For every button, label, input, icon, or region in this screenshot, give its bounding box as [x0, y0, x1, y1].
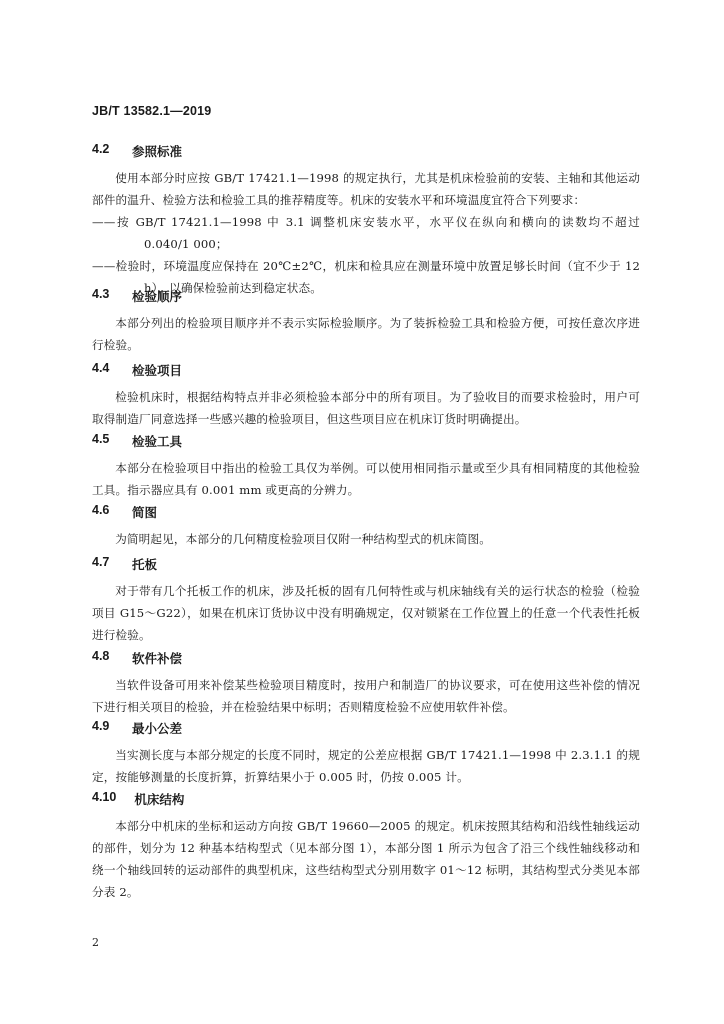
section-number: 4.10	[92, 790, 117, 804]
section-heading	[92, 503, 640, 521]
section-heading	[92, 287, 640, 305]
section-heading	[92, 432, 640, 450]
page-number: 2	[92, 936, 99, 949]
section-title: 检验顺序	[132, 290, 183, 304]
section-4-3	[92, 287, 640, 356]
section-title: 检验工具	[132, 435, 183, 449]
section-number: 4.3	[92, 287, 110, 301]
section-paragraph: 当软件设备可用来补偿某些检验项目精度时，按用户和制造厂的协议要求，可在使用这些补偿的情况下进行相关项目的检验，并在检验结果中标明；否则精度检验不应使用软件补偿。	[92, 678, 640, 714]
section-number: 4.5	[92, 432, 110, 446]
section-title: 检验项目	[132, 364, 183, 378]
document-code: JB/T 13582.1—2019	[92, 104, 212, 118]
section-4-9	[92, 719, 640, 788]
dash-item: ——按 GB/T 17421.1—1998 中 3.1 调整机床安装水平，水平仪在纵向和横向的读数均不超过 0.040/1 000；	[92, 215, 640, 251]
section-title: 最小公差	[132, 722, 183, 736]
section-heading	[92, 142, 640, 160]
section-number: 4.4	[92, 361, 110, 375]
section-title: 软件补偿	[132, 652, 183, 666]
section-heading	[92, 790, 640, 808]
section-number: 4.6	[92, 503, 110, 517]
section-number: 4.9	[92, 719, 110, 733]
section-paragraph: 检验机床时，根据结构特点并非必须检验本部分中的所有项目。为了验收目的而要求检验时，用户可取得制造厂同意选择一些感兴趣的检验项目，但这些项目应在机床订货时明确提出。	[92, 390, 640, 426]
dash-item: ——检验时，环境温度应保持在 20℃±2℃，机床和检具应在测量环境中放置足够长时间（宜不少于 12 h），以确保检验前达到稳定状态。	[92, 259, 640, 295]
section-4-10	[92, 790, 640, 903]
section-paragraph: 当实测长度与本部分规定的长度不同时，规定的公差应根据 GB/T 17421.1—1998 中 2.3.1.1 的规定，按能够测量的长度折算，折算结果小于 0.005 时，仍按 0.005 计。	[92, 748, 640, 784]
section-paragraph: 本部分中机床的坐标和运动方向按 GB/T 19660—2005 的规定。机床按照其结构和沿线性轴线运动的部件，划分为 12 种基本结构型式（见本部分图 1），本部分图 1 所示为包含了沿三个线性轴线移动和绕一个轴线回转的运动部件的典型机床，这些结构型式分别用数字 01～12 标明，其结构型式分类见本部分表 2。	[92, 819, 640, 899]
section-paragraph: 本部分列出的检验项目顺序并不表示实际检验顺序。为了装拆检验工具和检验方便，可按任意次序进行检验。	[92, 316, 640, 352]
section-title: 简图	[132, 506, 158, 520]
section-paragraph: 对于带有几个托板工作的机床，涉及托板的固有几何特性或与机床轴线有关的运行状态的检验（检验项目 G15～G22），如果在机床订货协议中没有明确规定，仅对锁紧在工作位置上的任意一个代表性托板进行检验。	[92, 584, 640, 642]
section-number: 4.7	[92, 555, 110, 569]
section-4-6	[92, 503, 640, 550]
section-heading	[92, 361, 640, 379]
section-4-8	[92, 649, 640, 718]
section-heading	[92, 649, 640, 667]
section-4-7	[92, 555, 640, 646]
section-heading	[92, 555, 640, 573]
section-title: 机床结构	[134, 793, 185, 807]
section-paragraph: 使用本部分时应按 GB/T 17421.1—1998 的规定执行，尤其是机床检验前的安装、主轴和其他运动部件的温升、检验方法和检验工具的推荐精度等。机床的安装水平和环境温度宜符合下列要求：	[92, 171, 640, 207]
section-title: 托板	[132, 558, 158, 572]
section-paragraph: 为简明起见，本部分的几何精度检验项目仅附一种结构型式的机床简图。	[115, 532, 491, 546]
section-number: 4.2	[92, 142, 110, 156]
section-title: 参照标准	[132, 145, 183, 159]
section-4-2	[92, 142, 640, 299]
section-4-4	[92, 361, 640, 430]
section-heading	[92, 719, 640, 737]
section-number: 4.8	[92, 649, 110, 663]
section-4-5	[92, 432, 640, 501]
section-paragraph: 本部分在检验项目中指出的检验工具仅为举例。可以使用相同指示量或至少具有相同精度的其他检验工具。指示器应具有 0.001 mm 或更高的分辨力。	[92, 461, 640, 497]
